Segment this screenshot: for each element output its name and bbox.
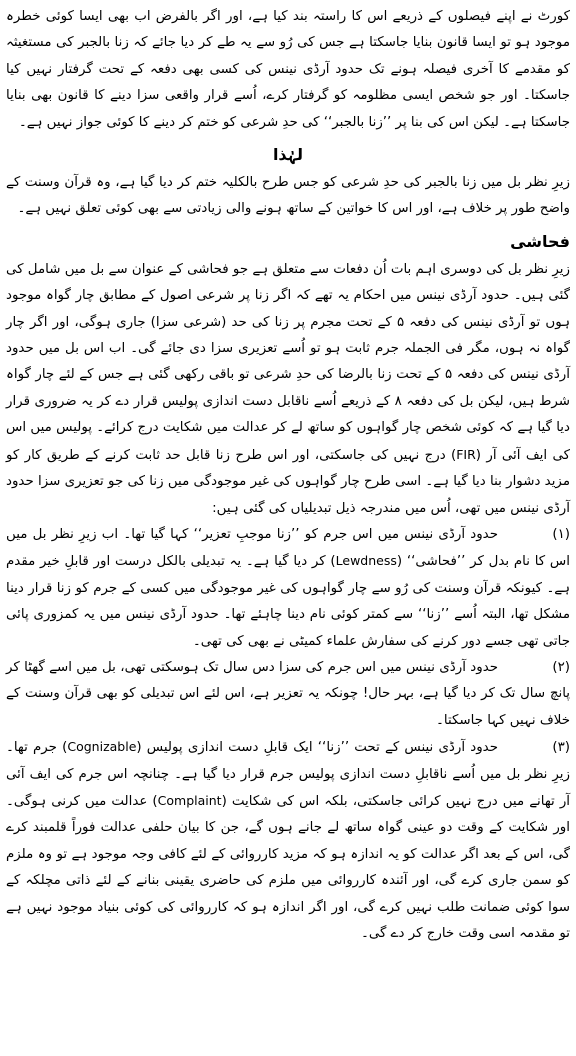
list-item-1-number: (۱): [552, 526, 570, 542]
heading-fahashi: فحاشی: [510, 231, 570, 251]
paragraph-1: کورٹ نے اپنے فیصلوں کے ذریعے اس کا راستہ بند کیا ہے، اور اگر بالفرض اب بھی ایسا کوئی خطرہ موجود ہو تو ایسا قانون بنایا جاسکتا ہے جس کی رُو سے یہ طے کر دیا جائے کہ زنا بالجبر کی مستغیثہ کو مقدمے کا آخری فیصلہ ہونے تک حدود آرڈی نینس کی کسی بھی دفعہ کے تحت گرفتار نہیں کیا جاسکتا۔ اور جو شخص ایسی مظلومہ کو گرفتار کرے، اُسے قرار واقعی سزا دینے کا قانون بھی بنایا جاسکتا ہے۔ لیکن اس کی بنا پر ’’زنا بالجبر‘‘ کی حدِ شرعی کو ختم کر دینے کا کوئی جواز نہیں ہے۔: [6, 9, 570, 130]
list-item-2: [6, 655, 570, 734]
list-item-2-number: (۲): [552, 659, 570, 675]
complaint-term: Complaint: [157, 792, 222, 808]
paragraph-3-text-a: زیرِ نظر بل کی دوسری اہم بات اُن دفعات سے متعلق ہے جو فحاشی کے عنوان سے بل میں شامل کی گئی ہیں۔ حدود آرڈی نینس میں احکام یہ تھے کہ اگر زنا پر شرعی اصول کے مطابق چار گواہ موجود ہوں تو آرڈی نینس کی دفعہ ۵ کے تحت مجرم پر زنا کی حد (شرعی سزا) جاری ہوگی، اور اگر چار گواہ نہ ہوں، مگر فی الجملہ جرم ثابت ہو تو اُسے تعزیری سزا دی جائے گی۔ اب اس بل میں حدود آرڈی نینس کی دفعہ ۵ کے تحت زنا بالرضا کی حدِ شرعی تو باقی رکھی گئی ہے جس کے لئے چار گواہ شرط ہیں، لیکن بل کی دفعہ ۸ کے ذریعے اُسے ناقابل دست اندازی پولیس قرار دے کر یہ ضروری قرار دیا گیا ہے کہ کوئی شخص چار گواہوں کو ساتھ لے کر عدالت میں شکایت درج کرائے۔ پولیس میں اس کی ایف آئی آر (: [6, 261, 571, 463]
fir-term: FIR: [456, 446, 476, 462]
list-item-3: [6, 734, 570, 947]
list-item-3-text-a: حدود آرڈی نینس کے تحت ’’زنا‘‘ ایک قابلِ دست اندازی پولیس (: [136, 740, 498, 756]
list-item-3-text-b: ) جرم تھا۔ زیرِ نظر بل میں اُسے ناقابلِ دست اندازی پولیس جرم قرار دیا گیا ہے۔ چنانچہ اس جرم کی ایف آئی آر تھانے میں درج نہیں کرائی جاسکتی، بلکہ اس کی شکایت (: [6, 740, 571, 809]
paragraph-3: [6, 257, 570, 522]
list-item-1-text-a: حدود آرڈی نینس میں اس جرم کو ’’زنا موجبِ تعزیر‘‘ کہا گیا تھا۔ اب زیرِ نظر بل میں اس کا نام بدل کر ’’فحاشی‘‘ (: [6, 526, 570, 570]
cognizable-term: Cognizable: [67, 739, 137, 755]
list-item-1: [6, 522, 570, 655]
list-item-3-text-c: ) عدالت میں کرنی ہوگی۔ اور شکایت کے وقت دو عینی گواہ ساتھ لے جانے ہوں گے، جن کا بیان حلفی عدالت فوراً قلمبند کرے گی، اس کے بعد اگر عدالت کو یہ اندازہ ہو کہ مزید کارروائی کے لئے کافی وجہ موجود ہے تو وہ ملزم کو سمن جاری کرے گی، اور آئندہ کارروائی میں ملزم کی حاضری یقینی بنانے کے لئے ذاتی مچلکہ کے سوا کوئی ضمانت طلب نہیں کرے گی، اور اگر اندازہ ہو کہ کارروائی کی کوئی بنیاد موجود نہیں ہے تو مقدمہ اسی وقت خارج کر دے گی۔: [6, 793, 570, 941]
list-item-1-text-b: ) کر دیا گیا ہے۔ یہ تبدیلی بالکل درست اور قابلِ خیر مقدم ہے۔ کیونکہ قرآن وسنت کی رُو سے چار گواہوں کی غیر موجودگی میں کسی کے جرم کو زنا قرار دینا مشکل تھا، البتہ اُسے ’’زنا‘‘ سے کمتر کوئی نام دینا چاہئے تھا۔ حدود آرڈی نینس میں یہ کمزوری پائی جاتی تھی جسے دور کرنے کی سفارش علماء کمیٹی نے بھی کی تھی۔: [6, 554, 570, 649]
lewdness-term: Lewdness: [335, 553, 397, 569]
paragraph-2: زیرِ نظر بل میں زنا بالجبر کی حدِ شرعی کو جس طرح بالکلیہ ختم کر دیا گیا ہے، وہ قرآن وسنت کے واضح طور پر خلاف ہے، اور اس کا خواتین کے ساتھ ہونے والی زیادتی سے بھی کوئی تعلق نہیں ہے۔: [6, 175, 570, 217]
list-item-2-text: حدود آرڈی نینس میں اس جرم کی سزا دس سال تک ہوسکتی تھی، بل میں اسے گھٹا کر پانچ سال تک کر دیا گیا ہے، بہر حال! چونکہ یہ تعزیر ہے، اس لئے اس تبدیلی کو بھی قرآن وسنت کے خلاف نہیں کہا جاسکتا۔: [6, 659, 570, 728]
paragraph-3-text-b: ) درج نہیں کی جاسکتی، اور اس طرح زنا قابل حد ثابت کرنے کے طریق کار کو مزید دشوار بنا دیا گیا ہے۔ اسی طرح چار گواہوں کی غیر موجودگی میں زنا کی جو تعزیری سزا حدود آرڈی نینس میں تھی، اُس میں مندرجہ ذیل تبدیلیاں کی گئی ہیں:: [6, 447, 570, 516]
heading-lihaza: لہٰذا: [272, 145, 304, 165]
list-item-3-number: (۳): [552, 740, 570, 756]
